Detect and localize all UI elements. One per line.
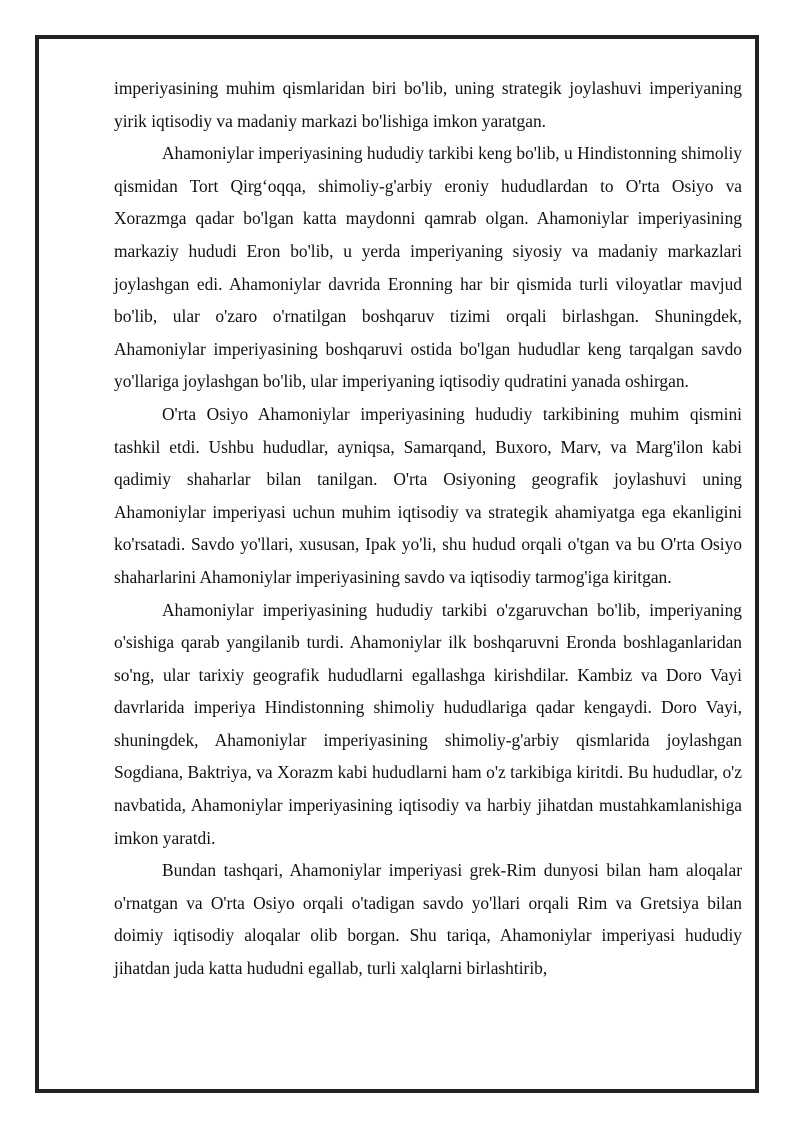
body-text	[114, 72, 742, 985]
paragraph: Ahamoniylar imperiyasining hududiy tarkibi o'zgaruvchan bo'lib, imperiyaning o'sishiga qarab yangilanib turdi. Ahamoniylar ilk boshqaruvni Eronda boshlaganlaridan so'ng, ular tarixiy geografik hududlarni egallashga kirishdilar. Kambiz va Doro Vayi davrlarida imperiya Hindistonning shimoliy hududlariga qadar kengaydi. Doro Vayi, shuningdek, Ahamoniylar imperiyasining shimoliy-g'arbiy qismlarida joylashgan Sogdiana, Baktriya, va Xorazm kabi hududlarni ham o'z tarkibiga kiritdi. Bu hududlar, o'z navbatida, Ahamoniylar imperiyasining iqtisodiy va harbiy jihatdan mustahkamlanishiga imkon yaratdi.	[114, 599, 742, 848]
paragraph: O'rta Osiyo Ahamoniylar imperiyasining hududiy tarkibining muhim qismini tashkil etdi. Ushbu hududlar, ayniqsa, Samarqand, Buxoro, Marv, va Marg'ilon kabi qadimiy shaharlar bilan tanilgan. O'rta Osiyoning geografik joylashuvi uning Ahamoniylar imperiyasi uchun muhim iqtisodiy va strategik ahamiyatga ega ekanligini ko'rsatadi. Savdo yo'llari, xususan, Ipak yo'li, shu hudud orqali o'tgan va bu O'rta Osiyo shaharlarini Ahamoniylar imperiyasining savdo va iqtisodiy tarmog'iga kiritgan.	[114, 403, 742, 587]
paragraph: Ahamoniylar imperiyasining hududiy tarkibi keng bo'lib, u Hindistonning shimoliy qismidan Tort Qirg‘oqqa, shimoliy-g'arbiy eroniy hududlardan to O'rta Osiyo va Xorazmga qadar bo'lgan katta maydonni qamrab olgan. Ahamoniylar imperiyasining markaziy hududi Eron bo'lib, u yerda imperiyaning siyosiy va madaniy markazlari joylashgan edi. Ahamoniylar davrida Eronning har bir qismida turli viloyatlar mavjud bo'lib, ular o'zaro o'rnatilgan boshqaruv tizimi orqali birlashgan. Shuningdek, Ahamoniylar imperiyasining boshqaruvi ostida bo'lgan hududlar keng tarqalgan savdo yo'llariga joylashgan bo'lib, ular imperiyaning iqtisodiy qudratini yanada oshirgan.	[114, 143, 742, 392]
paragraph-continuation: imperiyasining muhim qismlaridan biri bo'lib, uning strategik joylashuvi imperiyaning yirik iqtisodiy va madaniy markazi bo'lishiga imkon yaratgan.	[114, 78, 742, 131]
paragraph: Bundan tashqari, Ahamoniylar imperiyasi grek-Rim dunyosi bilan ham aloqalar o'rnatgan va O'rta Osiyo orqali o'tadigan savdo yo'llari orqali Rim va Gretsiya bilan doimiy iqtisodiy aloqalar olib borgan. Shu tariqa, Ahamoniylar imperiyasi hududiy jihatdan juda katta hududni egallab, turli xalqlarni birlashtirib,	[114, 860, 742, 979]
